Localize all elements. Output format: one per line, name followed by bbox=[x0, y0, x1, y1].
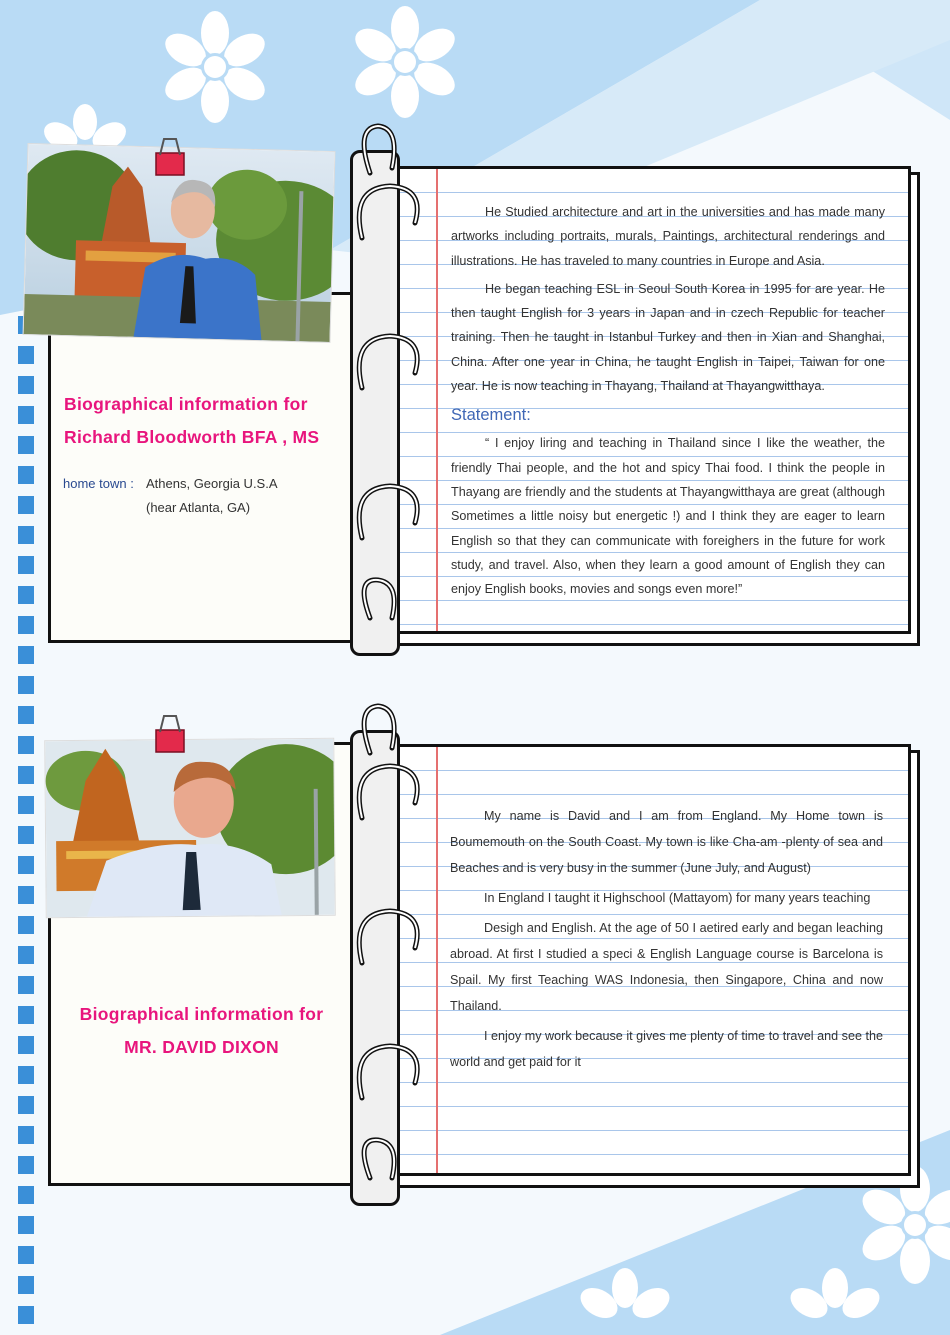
hometown-value-note: (hear Atlanta, GA) bbox=[146, 500, 251, 515]
bio-text-1 bbox=[451, 200, 885, 601]
paper-clip-icon bbox=[152, 712, 188, 762]
bio-title-2-line1: Biographical information for bbox=[79, 1004, 324, 1024]
portrait-photo-2 bbox=[45, 739, 335, 918]
bio-title-1-line1: Biographical information for bbox=[64, 394, 308, 414]
statement-heading: Statement: bbox=[451, 406, 531, 425]
bio-title-2 bbox=[64, 998, 339, 1064]
bio-paragraph: My name is David and I am from England. My Home town is Boumemouth on the South Coast. My town is like Cha-am -plenty of sea and Beaches and is very busy in the summer (June July, and August) bbox=[450, 809, 883, 875]
bio-title-1-name: Richard Bloodworth BFA , MS bbox=[64, 427, 320, 447]
bio-paragraph: I enjoy my work because it gives me plenty of time to travel and see the world and get paid for it bbox=[450, 1029, 883, 1069]
bio-paragraph: He began teaching ESL in Seoul South Korea in 1995 for are year. He then taught English for 3 years in Japan and in czech Republic for teacher training. Then he taught in Istanbul Turkey and then in Xian and Shanghai, China. After one year in China, he taught English in Taipei, Taiwan for one year. He is now teaching in Thayang, Thailand at Thayangwitthaya. bbox=[451, 281, 885, 394]
bio-text-2 bbox=[450, 803, 883, 1075]
margin-dash-strip bbox=[18, 316, 34, 1335]
statement-text: “ I enjoy liring and teaching in Thailand since I like the weather, the friendly Thai people, and the hot and spicy Thai food. I think the people in Thayang are friendly and the students at Thayangwitthaya are great (although Sometimes a little noisy but energetic !) and I think they are eager to learn English so that they can communicate with foreighers in the future for work study, and travel. Also, when they learn a good amount of English they can enjoy English books, movies and songs even more!” bbox=[451, 436, 885, 597]
bio-paragraph: In England I taught it Highschool (Mattayom) for many years teaching bbox=[484, 891, 871, 905]
hometown-value: Athens, Georgia U.S.A bbox=[146, 476, 278, 491]
hometown-1 bbox=[63, 472, 333, 522]
binder-rings-1 bbox=[340, 118, 435, 658]
paper-clip-icon bbox=[152, 135, 188, 185]
hometown-label: home town : bbox=[63, 476, 134, 491]
bio-paragraph: Desigh and English. At the age of 50 I aetired early and began leaching abroad. At first I studied a speci & English Language course is Barcelona is Spail. My first Teaching WAS Indonesia, then Singapore, China and now Thailand. bbox=[450, 921, 883, 1013]
bio-title-1 bbox=[64, 388, 339, 454]
profile-card-1 bbox=[48, 292, 356, 643]
binder-rings-2 bbox=[340, 698, 435, 1208]
bio-title-2-name: MR. DAVID DIXON bbox=[124, 1037, 279, 1057]
bio-paragraph: He Studied architecture and art in the universities and has made many artworks including portraits, murals, Paintings, architectural renderings and illustrations. He has traveled to many countries in Europe and Asia. bbox=[451, 205, 885, 268]
